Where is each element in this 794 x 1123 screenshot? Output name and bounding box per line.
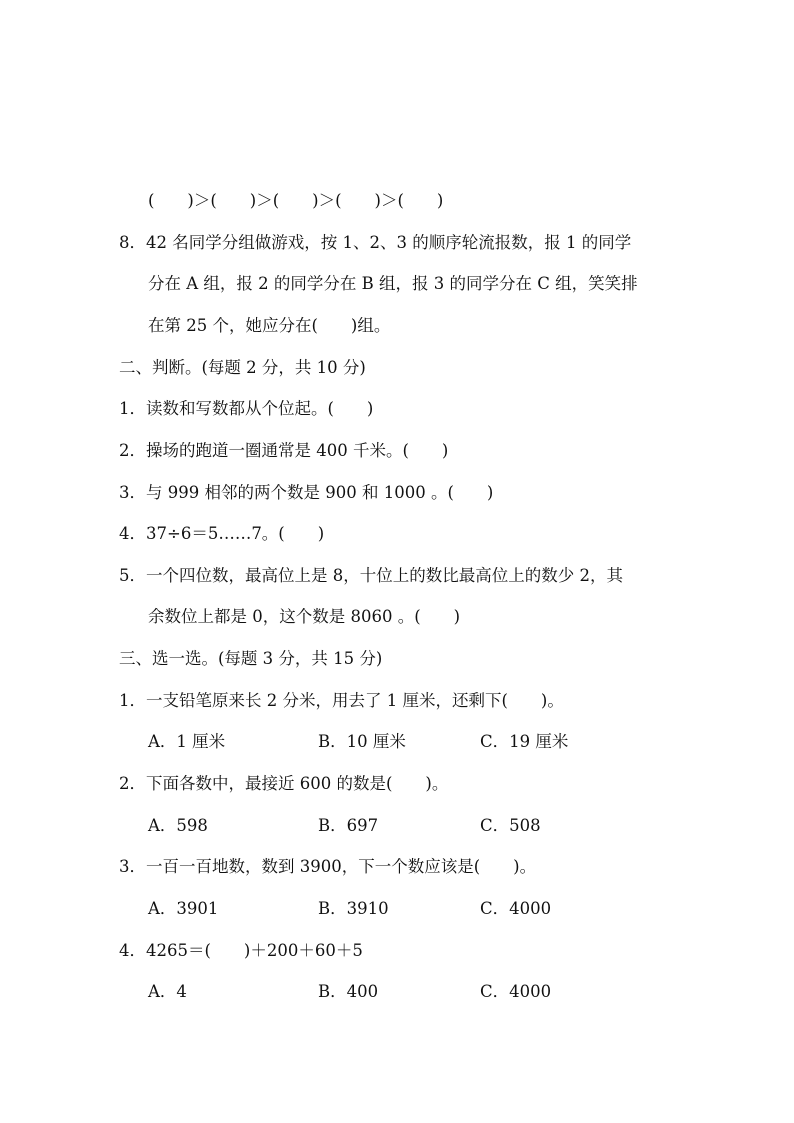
choice-1-option-b: B．10 厘米: [318, 732, 406, 751]
choice-question-3: 3．一百一百地数，数到 3900，下一个数应该是( )。: [119, 857, 537, 876]
judgment-item-5-line-1: 5．一个四位数，最高位上是 8，十位上的数比最高位上的数少 2，其: [119, 566, 623, 585]
q8-line-1: 8．42 名同学分组做游戏，按 1、2、3 的顺序轮流报数，报 1 的同学: [119, 233, 632, 252]
choice-2-option-a: A．598: [148, 816, 208, 835]
choice-2-option-b: B．697: [318, 816, 379, 835]
judgment-item-3: 3．与 999 相邻的两个数是 900 和 1000 。( ): [119, 483, 494, 502]
judgment-item-4: 4．37÷6＝5……7。( ): [119, 524, 325, 543]
choice-question-1: 1．一支铅笔原来长 2 分米，用去了 1 厘米，还剩下( )。: [119, 691, 564, 710]
choice-1-option-a: A．1 厘米: [148, 732, 226, 751]
choice-1-option-c: C．19 厘米: [480, 732, 569, 751]
judgment-item-1: 1．读数和写数都从个位起。( ): [119, 399, 374, 418]
q8-line-2: 分在 A 组，报 2 的同学分在 B 组，报 3 的同学分在 C 组，笑笑排: [148, 274, 638, 293]
judgment-item-2: 2．操场的跑道一圈通常是 400 千米。( ): [119, 441, 449, 460]
choice-3-option-b: B．3910: [318, 899, 389, 918]
choice-question-4: 4．4265＝( )＋200＋60＋5: [119, 941, 363, 960]
section-2-heading: 二、判断。(每题 2 分，共 10 分): [119, 358, 366, 377]
choice-4-option-c: C．4000: [480, 982, 552, 1001]
choice-3-option-c: C．4000: [480, 899, 552, 918]
judgment-item-5-line-2: 余数位上都是 0，这个数是 8060 。( ): [148, 607, 461, 626]
comparison-blanks: ( )＞( )＞( )＞( )＞( ): [148, 191, 444, 210]
choice-question-2: 2．下面各数中，最接近 600 的数是( )。: [119, 774, 449, 793]
choice-4-option-a: A．4: [148, 982, 187, 1001]
choice-3-option-a: A．3901: [148, 899, 219, 918]
q8-line-3: 在第 25 个，她应分在( )组。: [148, 316, 391, 335]
choice-4-option-b: B．400: [318, 982, 379, 1001]
choice-2-option-c: C．508: [480, 816, 541, 835]
section-3-heading: 三、选一选。(每题 3 分，共 15 分): [119, 649, 383, 668]
